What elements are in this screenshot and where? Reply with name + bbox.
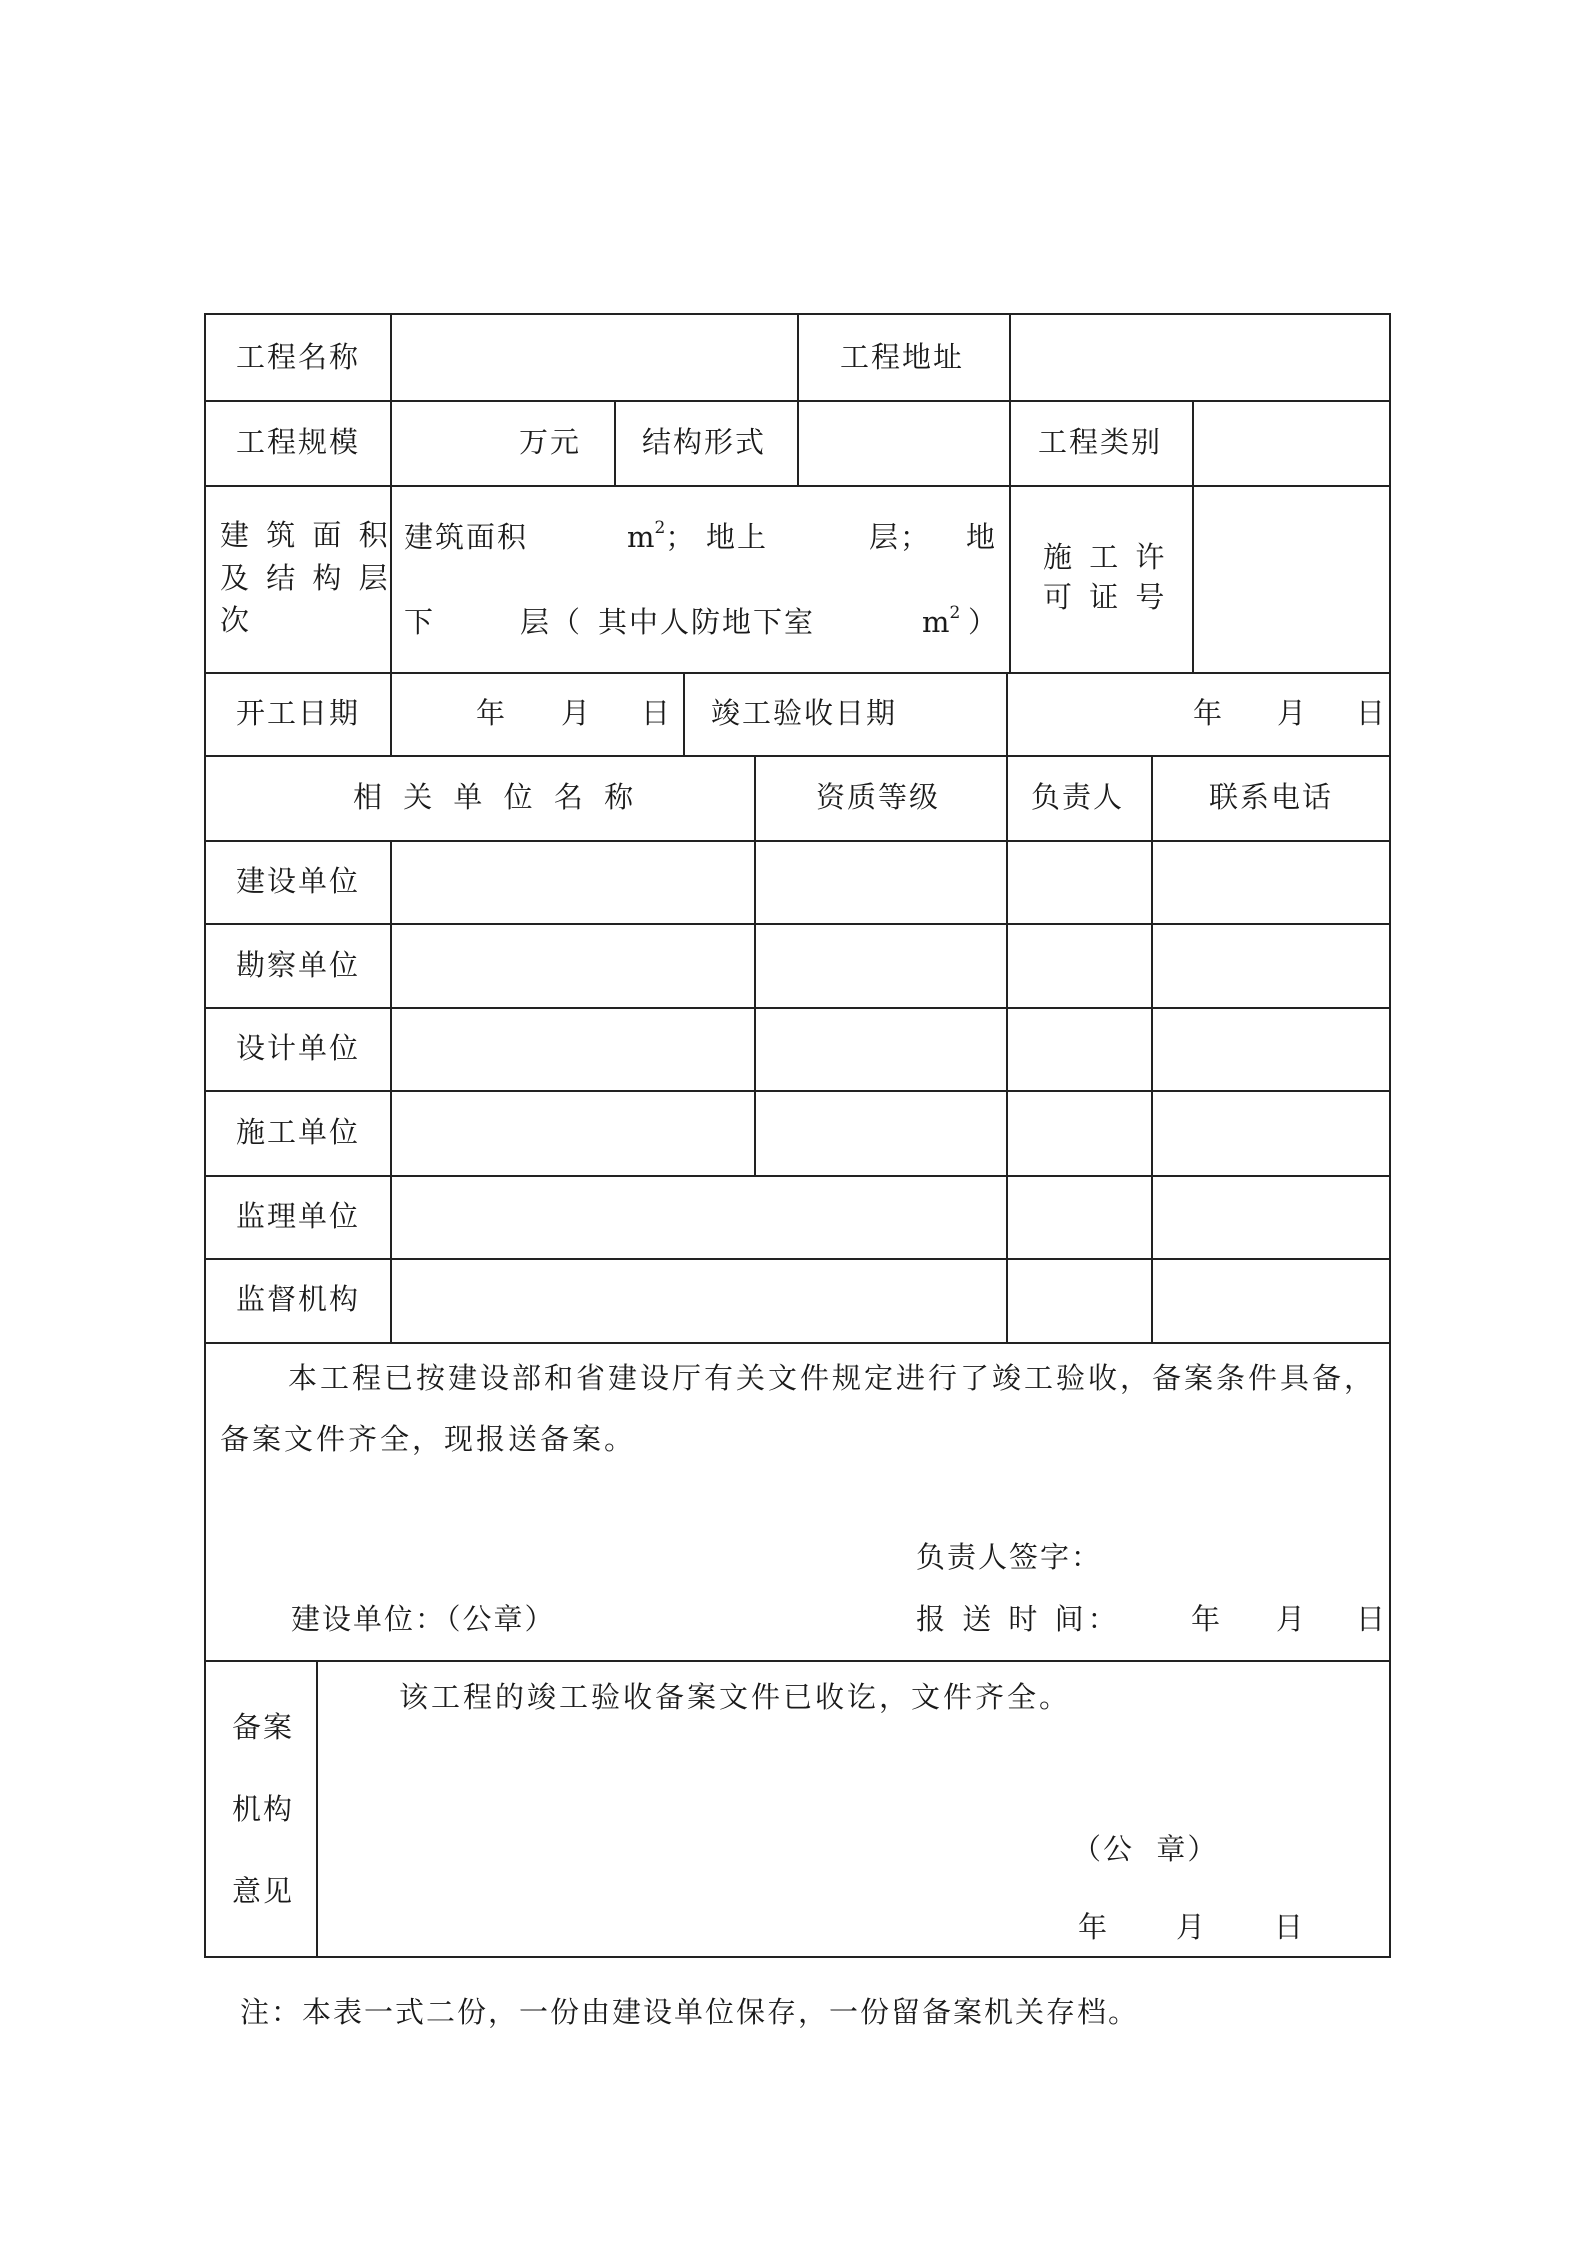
submission-year-unit: 年 [1191, 1602, 1221, 1636]
start-month-unit: 月 [561, 696, 591, 730]
area-structure-label-line3: 次 [220, 603, 250, 637]
design-unit-label: 设计单位 [236, 1031, 361, 1065]
row-divider [206, 923, 1389, 925]
column-divider [1192, 400, 1194, 672]
column-divider [390, 840, 392, 1342]
completion-date-label: 竣工验收日期 [711, 696, 898, 730]
column-divider [754, 755, 756, 1175]
row-divider [206, 1007, 1389, 1009]
construction-permit-label-line1: 施 工 许 [1043, 540, 1169, 574]
contact-phone-header: 联系电话 [1209, 780, 1334, 814]
civil-defense-area-unit: $m^2$ [922, 603, 961, 639]
filing-opinion-text: 该工程的竣工验收备案文件已收讫，文件齐全。 [399, 1680, 1072, 1714]
construction-unit-label: 建设单位 [236, 864, 361, 898]
civil-defense-basement-text: 其中人防地下室 [598, 605, 816, 639]
filing-day-unit: 日 [1274, 1910, 1304, 1944]
column-divider [797, 400, 799, 485]
column-divider [1009, 400, 1011, 485]
project-category-label: 工程类别 [1038, 425, 1163, 459]
area-unit: $m^2$； [627, 518, 695, 554]
filing-seal-label: （公 章） [1072, 1832, 1219, 1866]
responsible-signature-label: 负责人签字： [916, 1540, 1103, 1574]
row-divider [206, 1090, 1389, 1092]
project-scale-label: 工程规模 [236, 425, 361, 459]
column-divider [390, 672, 392, 755]
structure-form-label: 结构形式 [642, 425, 767, 459]
filing-form-table [204, 313, 1391, 1958]
row-divider [206, 1258, 1389, 1260]
row-divider [206, 485, 1389, 487]
form-note: 注：本表一式二份，一份由建设单位保存，一份留备案机关存档。 [240, 1995, 1140, 2029]
submission-day-unit: 日 [1356, 1602, 1386, 1636]
unit-wan-yuan: 万元 [519, 425, 582, 459]
row-divider [206, 1175, 1389, 1177]
area-structure-label-line1: 建 筑 面 积 [220, 518, 392, 552]
below-ground-xia: 下 [404, 605, 434, 639]
above-ground-text: 地上 [706, 520, 769, 554]
floors-below-unit: 层（ [520, 605, 583, 639]
filing-agency-label-line1: 备案 [232, 1710, 295, 1744]
start-year-unit: 年 [476, 696, 506, 730]
declaration-line2: 备案文件齐全，现报送备案。 [220, 1422, 637, 1456]
project-name-label: 工程名称 [236, 340, 361, 374]
related-units-header: 相 关 单 位 名 称 [353, 780, 640, 814]
completion-year-unit: 年 [1193, 696, 1223, 730]
survey-unit-label: 勘察单位 [236, 948, 361, 982]
filing-agency-label-line3: 意见 [232, 1874, 295, 1908]
person-in-charge-header: 负责人 [1031, 780, 1125, 814]
column-divider [683, 672, 685, 755]
column-divider [1006, 755, 1008, 1342]
column-divider [1151, 755, 1153, 1342]
construction-unit-seal-label: 建设单位：（公章） [291, 1602, 556, 1636]
close-paren: ） [968, 605, 998, 639]
construction-permit-label-line2: 可 证 号 [1043, 580, 1169, 614]
supervisory-agency-label: 监督机构 [236, 1282, 361, 1316]
contractor-unit-label: 施工单位 [236, 1115, 361, 1149]
filing-month-unit: 月 [1176, 1910, 1206, 1944]
area-structure-label-line2: 及 结 构 层 [220, 561, 392, 595]
column-divider [1009, 315, 1011, 400]
completion-month-unit: 月 [1277, 696, 1307, 730]
column-divider [614, 400, 616, 485]
building-area-text: 建筑面积 [404, 520, 529, 554]
row-divider [206, 755, 1389, 757]
completion-day-unit: 日 [1356, 696, 1386, 730]
submission-month-unit: 月 [1276, 1602, 1306, 1636]
qualification-header: 资质等级 [816, 780, 941, 814]
submission-time-label: 报 送 时 间： [916, 1602, 1121, 1636]
column-divider [797, 315, 799, 400]
floors-above-unit: 层； [869, 520, 932, 554]
project-address-label: 工程地址 [840, 340, 965, 374]
start-day-unit: 日 [641, 696, 671, 730]
filing-agency-label-line2: 机构 [232, 1792, 295, 1826]
row-divider [206, 1342, 1389, 1344]
declaration-line1: 本工程已按建设部和省建设厅有关文件规定进行了竣工验收，备案条件具备， [288, 1361, 1377, 1395]
row-divider [206, 1660, 1389, 1662]
column-divider [1006, 672, 1008, 755]
row-divider [206, 672, 1389, 674]
filing-year-unit: 年 [1078, 1910, 1108, 1944]
start-date-label: 开工日期 [236, 696, 361, 730]
supervision-unit-label: 监理单位 [236, 1199, 361, 1233]
column-divider [390, 315, 392, 672]
row-divider [206, 840, 1389, 842]
column-divider [316, 1660, 318, 1956]
column-divider [1009, 485, 1011, 672]
below-ground-di: 地 [966, 520, 996, 554]
